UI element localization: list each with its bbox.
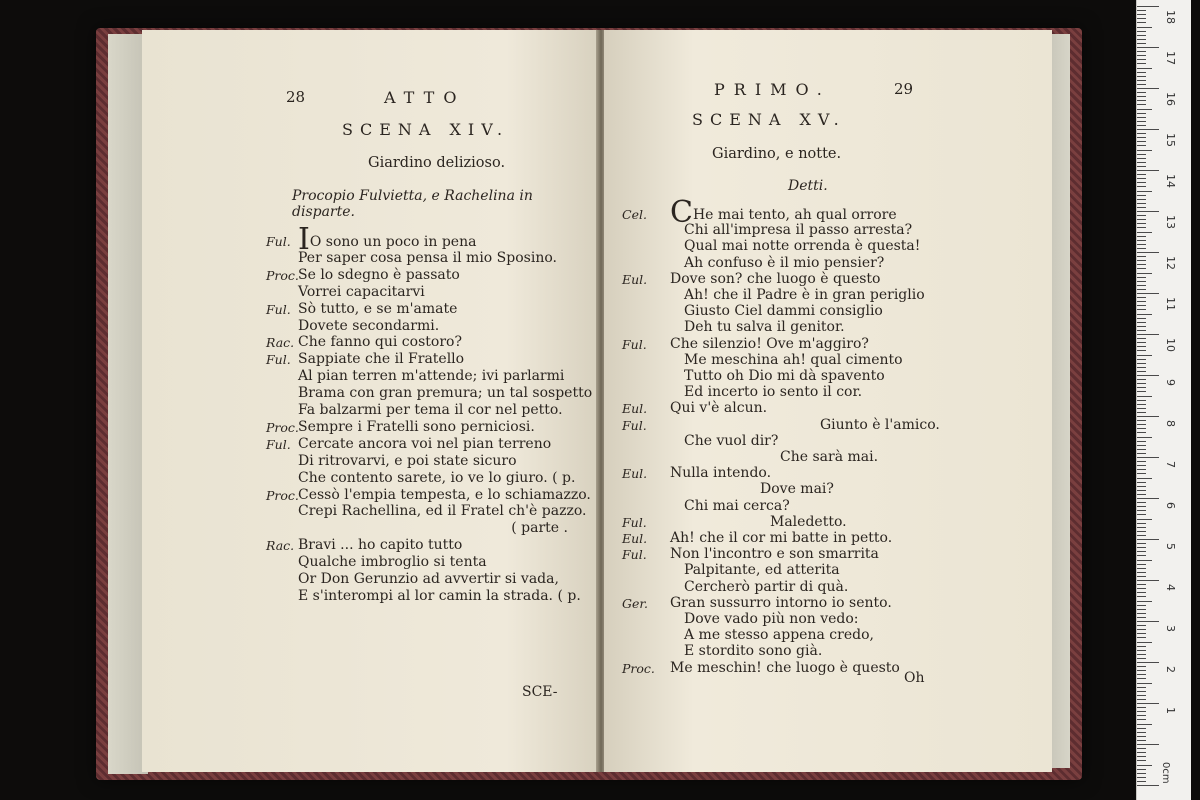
speaker-label: Ful.	[622, 336, 647, 352]
verse-line: Dovete secondarmi.	[298, 317, 440, 334]
ruler-tick	[1137, 334, 1159, 335]
ruler-tick	[1137, 113, 1146, 114]
ruler-tick	[1137, 27, 1152, 28]
ruler-tick	[1137, 551, 1146, 552]
ruler-tick	[1137, 150, 1152, 151]
ruler-tick	[1137, 182, 1146, 183]
ruler-tick	[1137, 166, 1146, 167]
ruler-tick	[1137, 441, 1146, 442]
ruler-tick	[1137, 588, 1146, 589]
ruler-tick	[1137, 560, 1152, 561]
ruler-tick	[1137, 695, 1146, 696]
verse-line: Fa balzarmi per tema il cor nel petto.	[298, 402, 563, 418]
ruler-tick	[1137, 314, 1152, 315]
verse-line: Brama con gran premura; un tal sospetto	[298, 385, 593, 402]
ruler-tick	[1137, 80, 1146, 81]
ruler-tick	[1137, 285, 1146, 286]
ruler-tick	[1137, 449, 1146, 450]
stage-direction: Detti.	[788, 178, 828, 194]
ruler-tick	[1137, 195, 1146, 196]
ruler-tick	[1137, 486, 1146, 487]
ruler-tick	[1137, 141, 1146, 142]
ruler-tick	[1137, 318, 1146, 319]
speaker-label: Ful.	[622, 547, 647, 563]
ruler-tick	[1137, 576, 1146, 577]
verse-line: Ed incerto io sento il cor.	[684, 384, 863, 401]
ruler-tick	[1137, 412, 1146, 413]
speaker-label: Proc.	[266, 267, 299, 283]
ruler-number: 3	[1164, 625, 1177, 632]
ruler-tick	[1137, 424, 1146, 425]
ruler-tick	[1137, 707, 1146, 708]
ruler-tick	[1137, 59, 1146, 60]
ruler-tick	[1137, 510, 1146, 511]
ruler-tick	[1137, 650, 1146, 651]
measuring-ruler	[1136, 0, 1191, 800]
ruler-tick	[1137, 408, 1146, 409]
ruler-tick	[1137, 281, 1146, 282]
ruler-tick	[1137, 137, 1146, 138]
verse-line: Se lo sdegno è passato	[298, 266, 460, 283]
ruler-tick	[1137, 531, 1146, 532]
ruler-tick	[1137, 248, 1146, 249]
catchword: SCE-	[522, 684, 558, 700]
ruler-tick	[1137, 584, 1146, 585]
ruler-tick	[1137, 203, 1146, 204]
right-page	[604, 30, 1052, 772]
drop-cap: C	[670, 195, 693, 230]
ruler-tick	[1137, 162, 1146, 163]
verse-line: Sò tutto, e se m'amate	[298, 300, 458, 317]
ruler-tick	[1137, 719, 1146, 720]
ruler-tick	[1137, 289, 1146, 290]
running-head: ATTO	[384, 88, 466, 107]
ruler-number: 15	[1164, 133, 1177, 147]
verse-line: Giusto Ciel dammi consiglio	[684, 303, 883, 320]
ruler-tick	[1137, 268, 1146, 269]
ruler-tick	[1137, 76, 1146, 77]
ruler-tick	[1137, 646, 1146, 647]
ruler-tick	[1137, 379, 1146, 380]
verse-line: Ah! che il cor mi batte in petto.	[670, 530, 893, 546]
ruler-tick	[1137, 297, 1146, 298]
speaker-label: Ger.	[622, 595, 648, 611]
ruler-tick	[1137, 47, 1159, 48]
ruler-tick	[1137, 683, 1152, 684]
ruler-tick	[1137, 174, 1146, 175]
verse-line: Che silenzio! Ove m'aggiro?	[670, 335, 869, 352]
verse-line: Me meschina ah! qual cimento	[684, 351, 903, 368]
verse-line: Qualche imbroglio si tenta	[298, 554, 487, 571]
ruler-tick	[1137, 765, 1152, 766]
ruler-tick	[1137, 367, 1146, 368]
speaker-label: Ful.	[622, 514, 647, 530]
ruler-tick	[1137, 637, 1146, 638]
ruler-tick	[1137, 121, 1146, 122]
ruler-number: 2	[1164, 666, 1177, 673]
ruler-tick	[1137, 432, 1146, 433]
ruler-tick	[1137, 621, 1159, 622]
ruler-tick	[1137, 555, 1146, 556]
ruler-number: 12	[1164, 256, 1177, 270]
ruler-tick	[1137, 125, 1146, 126]
stage-direction: Procopio Fulvietta, e Rachelina in disparte.	[292, 188, 533, 220]
ruler-tick	[1137, 301, 1146, 302]
ruler-tick	[1137, 674, 1146, 675]
ruler-tick	[1137, 519, 1152, 520]
ruler-tick	[1137, 728, 1146, 729]
verse-line: Me meschin! che luogo è questo	[670, 659, 900, 676]
speaker-label: Proc.	[266, 487, 299, 503]
ruler-number: 17	[1164, 51, 1177, 65]
ruler-tick	[1137, 18, 1146, 19]
verse-line: Crepi Rachellina, ed il Fratel ch'è pazzo.	[298, 503, 587, 520]
ruler-tick	[1137, 100, 1146, 101]
ruler-tick	[1137, 642, 1152, 643]
verse-line: Che fanno qui costoro?	[298, 334, 462, 351]
ruler-tick	[1137, 158, 1146, 159]
verse-line: Per saper cosa pensa il mio Sposino.	[298, 249, 557, 266]
ruler-tick	[1137, 785, 1159, 786]
verse-line: Sappiate che il Fratello	[298, 351, 465, 368]
ruler-tick	[1137, 506, 1146, 507]
ruler-tick	[1137, 39, 1146, 40]
ruler-tick	[1137, 109, 1152, 110]
left-page	[142, 30, 598, 772]
verse-line: Tutto oh Dio mi dà spavento	[684, 368, 885, 384]
verse-line: Cessò l'empia tempesta, e lo schiamazzo.	[298, 486, 591, 503]
verse-line: Deh tu salva il genitor.	[684, 319, 845, 336]
ruler-tick	[1137, 687, 1146, 688]
verse-line: Or Don Gerunzio ad avvertir si vada,	[298, 571, 559, 587]
verse-line: Che sarà mai.	[780, 449, 879, 465]
ruler-tick	[1137, 773, 1146, 774]
ruler-tick	[1137, 178, 1146, 179]
ruler-tick	[1137, 223, 1146, 224]
verse-line: IO sono un poco in pena	[298, 222, 477, 257]
ruler-tick	[1137, 629, 1146, 630]
ruler-tick	[1137, 186, 1146, 187]
ruler-tick	[1137, 756, 1146, 757]
ruler-tick	[1137, 437, 1152, 438]
ruler-tick	[1137, 502, 1146, 503]
ruler-unit-label: 0cm	[1160, 762, 1171, 784]
speaker-label: Ful.	[266, 301, 291, 317]
ruler-tick	[1137, 396, 1152, 397]
ruler-tick	[1137, 260, 1146, 261]
ruler-tick	[1137, 35, 1146, 36]
ruler-tick	[1137, 236, 1146, 237]
ruler-number: 1	[1164, 707, 1177, 714]
ruler-tick	[1137, 724, 1152, 725]
ruler-number: 5	[1164, 543, 1177, 550]
ruler-tick	[1137, 293, 1159, 294]
ruler-number: 16	[1164, 92, 1177, 106]
ruler-tick	[1137, 527, 1146, 528]
speaker-label: Rac.	[266, 538, 295, 554]
verse-line: Palpitante, ed atterita	[684, 562, 840, 579]
ruler-tick	[1137, 711, 1146, 712]
ruler-tick	[1137, 322, 1146, 323]
ruler-number: 6	[1164, 502, 1177, 509]
ruler-tick	[1137, 777, 1146, 778]
ruler-tick	[1137, 211, 1159, 212]
ruler-tick	[1137, 568, 1146, 569]
ruler-tick	[1137, 539, 1159, 540]
ruler-tick	[1137, 104, 1146, 105]
ruler-tick	[1137, 482, 1146, 483]
ruler-tick	[1137, 383, 1146, 384]
scene-setting: Giardino, e notte.	[712, 146, 842, 162]
verse-line: Cercherò partir di quà.	[684, 578, 849, 595]
ruler-tick	[1137, 191, 1152, 192]
verse-line: Cercate ancora voi nel pian terreno	[298, 435, 552, 452]
speaker-label: Eul.	[622, 466, 648, 482]
speaker-label: Eul.	[622, 531, 648, 546]
speaker-label: Ful.	[266, 234, 291, 249]
ruler-tick	[1137, 453, 1146, 454]
ruler-number: 18	[1164, 10, 1177, 24]
ruler-tick	[1137, 252, 1159, 253]
ruler-tick	[1137, 514, 1146, 515]
ruler-tick	[1137, 760, 1146, 761]
ruler-tick	[1137, 662, 1159, 663]
ruler-tick	[1137, 22, 1146, 23]
speaker-label: Ful.	[622, 417, 647, 433]
verse-line: Non l'incontro e son smarrita	[670, 546, 879, 563]
ruler-tick	[1137, 371, 1146, 372]
verse-line: Che contento sarete, io ve lo giuro. ( p.	[298, 469, 576, 486]
ruler-tick	[1137, 14, 1146, 15]
ruler-tick	[1137, 273, 1152, 274]
speaker-label: Eul.	[622, 271, 648, 287]
ruler-tick	[1137, 469, 1146, 470]
ruler-tick	[1137, 240, 1146, 241]
verse-line: Ah! che il Padre è in gran periglio	[684, 287, 925, 303]
ruler-tick	[1137, 740, 1146, 741]
ruler-tick	[1137, 400, 1146, 401]
ruler-tick	[1137, 523, 1146, 524]
verse-line: Sempre i Fratelli sono perniciosi.	[298, 418, 535, 435]
ruler-tick	[1137, 88, 1159, 89]
verse-line: Al pian terren m'attende; ivi parlarmi	[298, 368, 565, 385]
scene-setting: Giardino delizioso.	[368, 155, 506, 171]
ruler-tick	[1137, 264, 1146, 265]
ruler-tick	[1137, 564, 1146, 565]
ruler-tick	[1137, 473, 1146, 474]
drop-cap: I	[298, 222, 310, 257]
speaker-label: Rac.	[266, 335, 295, 351]
ruler-tick	[1137, 68, 1152, 69]
speaker-label: Proc.	[266, 419, 299, 435]
ruler-tick	[1137, 744, 1159, 745]
ruler-tick	[1137, 6, 1159, 7]
running-head: PRIMO.	[714, 80, 831, 99]
ruler-number: 10	[1164, 338, 1177, 352]
ruler-number: 13	[1164, 215, 1177, 229]
ruler-tick	[1137, 547, 1146, 548]
ruler-tick	[1137, 305, 1146, 306]
ruler-tick	[1137, 51, 1146, 52]
verse-line: Chi all'impresa il passo arresta?	[684, 222, 913, 239]
verse-line: Che vuol dir?	[684, 432, 779, 449]
ruler-tick	[1137, 699, 1146, 700]
ruler-tick	[1137, 375, 1159, 376]
ruler-tick	[1137, 244, 1146, 245]
ruler-tick	[1137, 748, 1146, 749]
ruler-tick	[1137, 703, 1159, 704]
ruler-number: 14	[1164, 174, 1177, 188]
ruler-tick	[1137, 478, 1152, 479]
ruler-tick	[1137, 605, 1146, 606]
ruler-tick	[1137, 154, 1146, 155]
ruler-tick	[1137, 580, 1159, 581]
ruler-tick	[1137, 625, 1146, 626]
ruler-tick	[1137, 387, 1146, 388]
ruler-tick	[1137, 416, 1159, 417]
ruler-tick	[1137, 391, 1146, 392]
ruler-tick	[1137, 428, 1146, 429]
ruler-tick	[1137, 55, 1146, 56]
ruler-tick	[1137, 359, 1146, 360]
ruler-tick	[1137, 592, 1146, 593]
speaker-label: Proc.	[622, 660, 655, 676]
ruler-tick	[1137, 199, 1146, 200]
ruler-tick	[1137, 84, 1146, 85]
ruler-tick	[1137, 256, 1146, 257]
ruler-tick	[1137, 92, 1146, 93]
ruler-tick	[1137, 617, 1146, 618]
verse-line: Gran sussurro intorno io sento.	[670, 594, 892, 611]
verse-line: Ah confuso è il mio pensier?	[684, 254, 885, 271]
ruler-tick	[1137, 129, 1159, 130]
ruler-tick	[1137, 277, 1146, 278]
ruler-tick	[1137, 63, 1146, 64]
ruler-tick	[1137, 43, 1146, 44]
ruler-number: 11	[1164, 297, 1177, 311]
ruler-tick	[1137, 535, 1146, 536]
ruler-tick	[1137, 445, 1146, 446]
ruler-tick	[1137, 346, 1146, 347]
ruler-tick	[1137, 227, 1146, 228]
page-number: 28	[286, 88, 306, 106]
ruler-tick	[1137, 219, 1146, 220]
ruler-tick	[1137, 691, 1146, 692]
ruler-tick	[1137, 498, 1159, 499]
page-number: 29	[894, 80, 914, 98]
ruler-number: 9	[1164, 379, 1177, 386]
ruler-tick	[1137, 670, 1146, 671]
ruler-tick	[1137, 715, 1146, 716]
ruler-tick	[1137, 596, 1146, 597]
ruler-tick	[1137, 355, 1152, 356]
ruler-tick	[1137, 654, 1146, 655]
verse-line: Vorrei capacitarvi	[298, 283, 425, 300]
ruler-tick	[1137, 363, 1146, 364]
ruler-tick	[1137, 145, 1146, 146]
ruler-tick	[1137, 215, 1146, 216]
ruler-tick	[1137, 658, 1146, 659]
ruler-tick	[1137, 326, 1146, 327]
ruler-tick	[1137, 490, 1146, 491]
speaker-label: Ful.	[266, 436, 291, 452]
ruler-tick	[1137, 781, 1146, 782]
ruler-tick	[1137, 96, 1146, 97]
ruler-tick	[1137, 633, 1146, 634]
ruler-tick	[1137, 350, 1146, 351]
ruler-tick	[1137, 31, 1146, 32]
ruler-tick	[1137, 769, 1146, 770]
scene-heading: SCENA XV.	[692, 110, 846, 129]
speaker-label: Ful.	[266, 352, 291, 368]
ruler-tick	[1137, 342, 1146, 343]
ruler-tick	[1137, 338, 1146, 339]
verse-line: Chi mai cerca?	[684, 497, 790, 514]
ruler-tick	[1137, 543, 1146, 544]
ruler-tick	[1137, 232, 1152, 233]
catchword: Oh	[904, 670, 925, 686]
ruler-tick	[1137, 404, 1146, 405]
ruler-number: 4	[1164, 584, 1177, 591]
ruler-tick	[1137, 309, 1146, 310]
verse-line: Dove mai?	[760, 481, 834, 498]
ruler-number: 8	[1164, 420, 1177, 427]
ruler-tick	[1137, 117, 1146, 118]
ruler-tick	[1137, 330, 1146, 331]
verse-line: E stordito sono già.	[684, 643, 823, 660]
ruler-tick	[1137, 736, 1146, 737]
speaker-label: Cel.	[622, 207, 647, 222]
speaker-label: Eul.	[622, 401, 648, 417]
verse-line: Qui v'è alcun.	[670, 400, 768, 417]
verse-line: A me stesso appena credo,	[684, 627, 874, 644]
verse-line: CHe mai tento, ah qual orrore	[670, 195, 897, 230]
ruler-tick	[1137, 72, 1146, 73]
scene-heading: SCENA XIV.	[342, 120, 510, 139]
verse-line: ( parte .	[511, 520, 568, 537]
ruler-tick	[1137, 609, 1146, 610]
verse-line: Di ritrovarvi, e poi state sicuro	[298, 452, 517, 469]
verse-line: Bravi ... ho capito tutto	[298, 537, 463, 554]
ruler-tick	[1137, 752, 1146, 753]
verse-line: Maledetto.	[770, 513, 847, 530]
ruler-tick	[1137, 10, 1146, 11]
verse-line: Dove son? che luogo è questo	[670, 270, 881, 287]
ruler-tick	[1137, 457, 1159, 458]
ruler-tick	[1137, 420, 1146, 421]
ruler-tick	[1137, 461, 1146, 462]
ruler-tick	[1137, 133, 1146, 134]
ruler-tick	[1137, 207, 1146, 208]
verse-line: E s'interompi al lor camin la strada. ( p.	[298, 587, 581, 604]
ruler-tick	[1137, 572, 1146, 573]
ruler-number: 7	[1164, 461, 1177, 468]
ruler-tick	[1137, 494, 1146, 495]
verse-line: Dove vado più non vedo:	[684, 611, 859, 627]
ruler-tick	[1137, 678, 1146, 679]
verse-line: Qual mai notte orrenda è questa!	[684, 238, 921, 255]
ruler-tick	[1137, 666, 1146, 667]
ruler-tick	[1137, 613, 1146, 614]
ruler-tick	[1137, 170, 1159, 171]
ruler-tick	[1137, 732, 1146, 733]
ruler-tick	[1137, 601, 1152, 602]
verse-line: Giunto è l'amico.	[820, 416, 940, 433]
verse-line: Nulla intendo.	[670, 465, 772, 482]
ruler-tick	[1137, 465, 1146, 466]
